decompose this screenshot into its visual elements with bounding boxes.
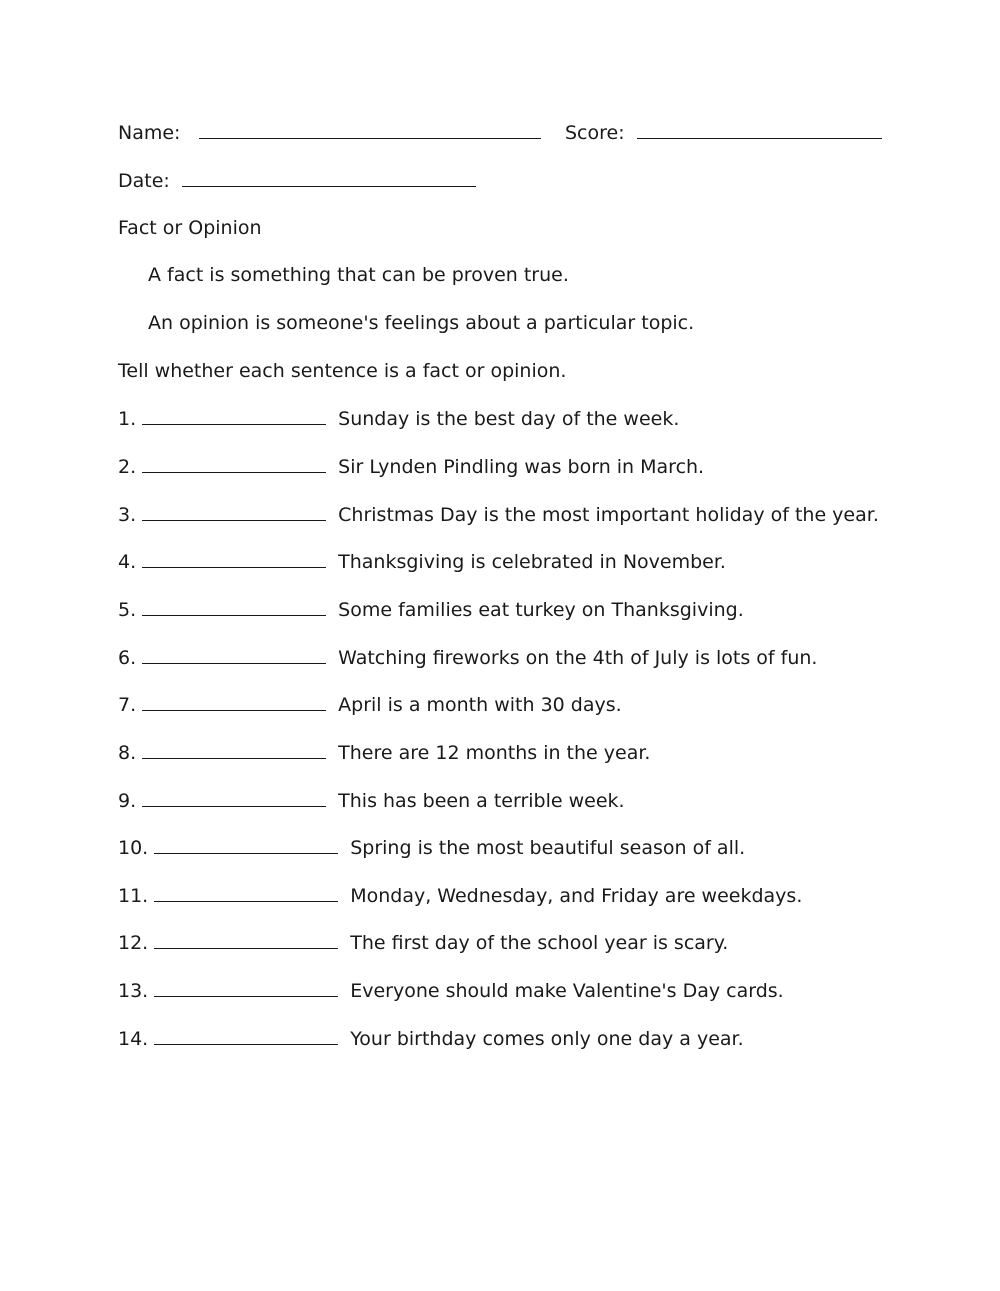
question-row [118, 406, 679, 431]
question-row [118, 978, 784, 1003]
name-field-row [118, 120, 541, 145]
question-text: This has been a terrible week. [338, 790, 625, 812]
question-number: 13. [118, 980, 149, 1002]
question-number: 6. [118, 647, 137, 669]
answer-blank[interactable] [142, 597, 326, 616]
answer-blank[interactable] [142, 740, 326, 759]
question-text: Watching fireworks on the 4th of July is lots of fun. [338, 647, 818, 669]
question-number: 7. [118, 694, 137, 716]
answer-blank[interactable] [142, 549, 326, 568]
question-number: 5. [118, 599, 137, 621]
question-text: Everyone should make Valentine's Day cards. [350, 980, 784, 1002]
question-row [118, 883, 802, 908]
worksheet-title: Fact or Opinion [118, 217, 262, 239]
question-text: Spring is the most beautiful season of all. [350, 837, 746, 859]
answer-blank[interactable] [142, 454, 326, 473]
question-number: 1. [118, 408, 137, 430]
score-field-row [565, 120, 882, 145]
answer-blank[interactable] [142, 645, 326, 664]
answer-blank[interactable] [154, 930, 338, 949]
name-input-line[interactable] [199, 120, 541, 139]
question-number: 14. [118, 1028, 149, 1050]
date-field-row [118, 168, 476, 193]
score-input-line[interactable] [637, 120, 882, 139]
instructions: Tell whether each sentence is a fact or opinion. [118, 360, 567, 382]
date-label: Date: [118, 170, 170, 192]
opinion-definition: An opinion is someone's feelings about a particular topic. [148, 312, 695, 334]
question-row [118, 549, 726, 574]
fact-definition: A fact is something that can be proven true. [148, 264, 569, 286]
score-label: Score: [565, 122, 625, 144]
question-row [118, 692, 622, 717]
answer-blank[interactable] [154, 835, 338, 854]
question-number: 11. [118, 885, 149, 907]
question-row [118, 930, 728, 955]
question-row [118, 454, 704, 479]
answer-blank[interactable] [142, 692, 326, 711]
question-number: 4. [118, 551, 137, 573]
question-row [118, 740, 650, 765]
question-text: Sunday is the best day of the week. [338, 408, 680, 430]
answer-blank[interactable] [154, 1026, 338, 1045]
question-text: Your birthday comes only one day a year. [350, 1028, 744, 1050]
question-row [118, 1026, 744, 1051]
question-text: April is a month with 30 days. [338, 694, 622, 716]
name-label: Name: [118, 122, 181, 144]
question-number: 9. [118, 790, 137, 812]
question-row [118, 502, 879, 527]
question-number: 12. [118, 932, 149, 954]
question-number: 3. [118, 504, 137, 526]
question-row [118, 835, 745, 860]
question-number: 8. [118, 742, 137, 764]
question-text: Some families eat turkey on Thanksgiving. [338, 599, 744, 621]
question-text: Monday, Wednesday, and Friday are weekdays. [350, 885, 803, 907]
question-number: 10. [118, 837, 149, 859]
answer-blank[interactable] [142, 788, 326, 807]
question-row [118, 788, 625, 813]
question-text: The first day of the school year is scary. [350, 932, 729, 954]
question-text: Sir Lynden Pindling was born in March. [338, 456, 705, 478]
question-row [118, 597, 744, 622]
answer-blank[interactable] [154, 978, 338, 997]
question-text: There are 12 months in the year. [338, 742, 651, 764]
date-input-line[interactable] [182, 168, 476, 187]
answer-blank[interactable] [154, 883, 338, 902]
answer-blank[interactable] [142, 502, 326, 521]
question-row [118, 645, 817, 670]
question-text: Christmas Day is the most important holiday of the year. [338, 504, 879, 526]
question-text: Thanksgiving is celebrated in November. [338, 551, 726, 573]
question-number: 2. [118, 456, 137, 478]
answer-blank[interactable] [142, 406, 326, 425]
